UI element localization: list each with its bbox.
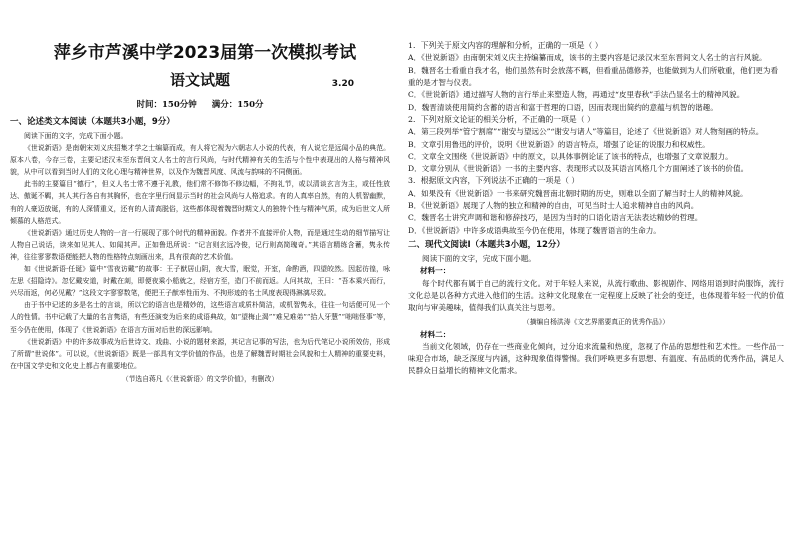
material-2-text: 当前文化领域，仍存在一些商业化倾向，过分追求流量和热度，忽视了作品的思想性和艺术性。一些作品一味迎合市场，缺乏深度与内涵，这种现象值得警惕。我们呼唤更多有思想、有温度、有品质的优秀作品，满足人民群众日益增长的精神文化需求。	[408, 341, 784, 376]
option: C．魏晋名士讲究声调和谐和修辞技巧，是因为当时的口语化语言无法表达精妙的哲理。	[408, 213, 703, 223]
option: B．魏晋名士看重自我才名，他们虽然有时会放荡不羁，但看重品德修养，也能做到为人们所敬重，他们更为看重的是才智与仪表。	[408, 65, 779, 87]
option: A．如果没有《世说新语》一书来研究魏晋南北朝时期的历史，则难以全面了解当时士人的精神风貌。	[408, 188, 748, 198]
section-heading-2: 二、现代文阅读Ⅰ（本题共3小题，12分）	[408, 240, 565, 251]
option: B．《世说新语》展现了人物的独立和精神的自由，可见当时士人追求精神自由的风尚。	[408, 201, 699, 211]
option: A．第三段列举“管宁割席”“谢安与望远公”“谢安与诸人”等篇目，论述了《世说新语》对人物刻画的特点。	[408, 127, 764, 137]
option: D．魏晋清谈使用简约含蓄的语言和富于哲理的口语，因而表现出简约的意蕴与机智的谐趣。	[408, 102, 718, 112]
instruction: 阅读下面的文字，完成下面小题。	[422, 254, 536, 264]
passage-paragraph: 《世说新语》是南朝宋刘义庆招集才学之士编纂而成，有人将它视为六朝志人小说的代表，有人说它是远闻小品的典范。原本八卷，今存三卷，主要记述汉末至东晋间文人名士的言行风尚，与时代精神有关的生活与个性中表现出的人格与精神风貌，从中可以看到当时人们的文化心理与精神世界，以及作为魏晋风度、风流与韵味的不同侧面。	[10, 144, 390, 177]
passage-paragraph: 《世说新语》通过历史人物的一言一行展现了那个时代的精神面貌。作者并不直接评价人物，而是通过生动的细节描写让人物自己说话，读来如见其人、如闻其声。正如鲁迅所说：“记言则玄远冷俊，记行则高简瑰奇。”其语言精练含蓄，隽永传神，往往寥寥数语便能把人物的性格特点刻画出来，具有很高的艺术价值。	[10, 228, 390, 261]
option: A．《世说新语》由南朝宋刘义庆主持编纂而成，该书的主要内容是记录汉末至东晋间文人名士的言行风貌。	[408, 53, 767, 63]
option: C．《世说新语》通过描写人物的言行举止来塑造人物，再通过“皮里春秋”手法凸显名士的精神风貌。	[408, 90, 745, 100]
option: D．文章分别从《世说新语》一书的主要内容、表现形式以及其语言风格几个方面阐述了该书的价值。	[408, 164, 749, 174]
section-heading-1: 一、论述类文本阅读（本题共3小题，9分）	[10, 117, 175, 127]
subject-title: 语文试题	[169, 71, 230, 89]
material-1-label: 材料一：	[420, 266, 451, 276]
passage-paragraph: 如《世说新语·任诞》篇中“雪夜访戴”的故事：王子猷居山阴，夜大雪，眠觉，开室，命酌酒，四望皎然。因起彷徨，咏左思《招隐诗》。忽忆戴安道，时戴在剡，即便夜乘小船就之，经宿方至，造门不前而返。人问其故，王曰：“吾本乘兴而行，兴尽而返，何必见戴？”这段文字寥寥数笔，便把王子猷率性而为、不拘形迹的名士风度表现得淋漓尽致。	[10, 265, 390, 298]
option: D．《世说新语》中许多成语典故至今仍在使用，体现了魏晋语言的生命力。	[408, 225, 661, 235]
exam-subtitle	[10, 70, 390, 90]
exam-date: 3.20	[331, 79, 354, 89]
exam-meta	[10, 98, 390, 110]
passage-source: （节选自蒋凡《〈世说新语〉的文学价值》，有删改）	[121, 374, 279, 383]
material-1-text: 每个时代都有属于自己的流行文化。对于年轻人来说，从流行歌曲、影视剧作、网络用语到时尚服饰，流行文化总是以各种方式进入他们的生活。这种文化现象在一定程度上反映了社会的变迁，也体现着年轻一代的价值取向与审美趣味，值得我们认真关注与思考。	[408, 278, 784, 313]
passage-paragraph: 《世说新语》中的许多故事成为后世诗文、戏曲、小说的题材来源，其记言记事的写法，也为后代笔记小说所效仿，形成了所谓“世说体”。可以说，《世说新语》既是一部具有文学价值的作品，也是了解魏晋时期社会风貌和士人精神的重要史料，在中国文学史和文化史上都占有重要地位。	[10, 337, 390, 370]
option: C．文章全文围绕《世说新语》中的原文，以具体事例论证了该书的特点，也增强了文章说服力。	[408, 151, 733, 161]
question-3: 3．根据原文内容，下列说法不正确的一项是（ ）	[408, 176, 580, 186]
passage-paragraph: 此书的主要篇目“德行”，但义人名士常不遵于礼教，他们常不修饰不修边幅，不拘礼节，或以清谈玄言为主，或任性放达、傲诞不羁，其人其行各自有其胸怀，也在字里行间显示当时的社会风尚与人格追求。有的人真率自然，有的人机智幽默，有的人豪迈放诞，有的人深情重义，还有的人清高脱俗，这些都体现着魏晋时期文人的独特个性与精神气质，成为后世文人所倾慕的人格范式。	[10, 180, 390, 225]
instruction: 阅读下面的文字，完成下面小题。	[24, 132, 128, 140]
exam-title: 萍乡市芦溪中学2023届第一次模拟考试	[53, 43, 357, 63]
exam-time: 时间：150分钟	[136, 100, 197, 110]
material-1-source: （摘编自杨洪涛《文艺界需要真正的优秀作品》）	[522, 317, 670, 326]
right-column	[408, 40, 784, 378]
material-2-label: 材料二：	[420, 329, 451, 339]
question-1: 1．下列关于原文内容的理解和分析，正确的一项是（ ）	[408, 41, 603, 50]
exam-score: 满分：150分	[211, 100, 264, 110]
passage-paragraph: 由于书中记述的多是名士的言谈，所以它的语言也是精妙的，这些语言或质朴简洁，或机智隽永，往往一句话便可见一个人的性情。书中记载了大量的名言隽语，有些还演变为后来的成语典故，如“望梅止渴”“难兄难弟”“拾人牙慧”“咄咄怪事”等，至今仍在使用，体现了《世说新语》在语言方面对后世的深远影响。	[10, 301, 390, 334]
left-column	[10, 40, 390, 386]
option: B．文章引用鲁迅的评价，说明《世说新语》的语言特点，增强了论证的说服力和权威性。	[408, 139, 710, 149]
question-2: 2．下列对原文论证的相关分析，不正确的一项是（ ）	[408, 114, 595, 124]
